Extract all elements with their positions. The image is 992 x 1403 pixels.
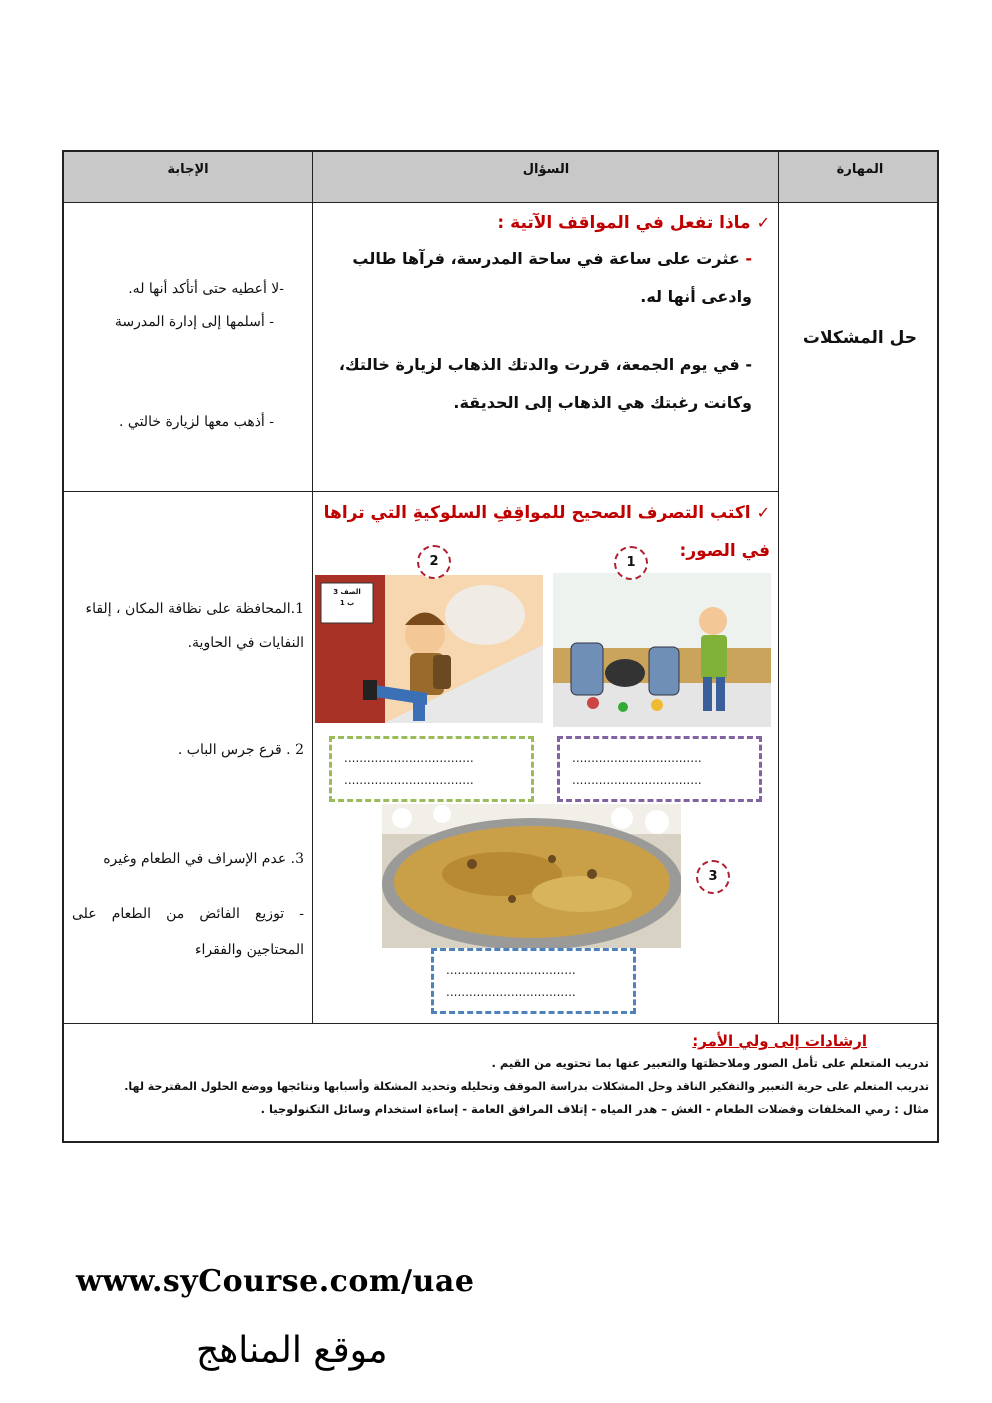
row-divider xyxy=(64,202,937,203)
picture-boy-kicking-door xyxy=(315,575,543,723)
parent-tips xyxy=(64,1024,937,1116)
littering-illustration xyxy=(553,573,771,727)
answer-1b: - أسلمها إلى إدارة المدرسة xyxy=(114,314,274,330)
dotted-line: .................................. xyxy=(344,773,474,787)
footer-url[interactable]: www.syCourse.com/uae xyxy=(76,1264,475,1299)
header-question: السؤال xyxy=(522,162,570,177)
column-divider xyxy=(312,152,313,1024)
question-heading-2: اكتب التصرف الصحيح للمواقِفِ السلوكيةِ التي تراها في الصور: xyxy=(323,503,770,561)
row-divider xyxy=(64,491,778,492)
question-section-1 xyxy=(320,208,770,422)
tip-line-2: تدريب المتعلم على حرية التعبير والتفكير الناقد وحل المشكلات بدراسة الموقف وتحليله وتحديد المشكلة وأسبابها ونتائجها ووضع الحلول المقترحة لها. xyxy=(124,1080,929,1093)
tips-title: ارشادات إلى ولي الأمر: xyxy=(692,1032,867,1050)
worksheet-table xyxy=(62,150,939,1143)
header-skill: المهارة xyxy=(836,162,884,177)
dotted-line: .................................. xyxy=(572,773,702,787)
header-answer: الإجابة xyxy=(167,162,209,177)
table-header-row xyxy=(64,152,937,202)
column-divider xyxy=(778,152,779,1024)
answer-picture-3b: - توزيع الفائض من الطعام على المحتاجين والفقراء xyxy=(72,906,304,958)
door-sign-line-2: ب 1 xyxy=(339,599,355,607)
answer-picture-1: 1.المحافظة على نظافة المكان ، إلقاء النفايات في الحاوية. xyxy=(85,601,304,651)
number-circle-2: 2 xyxy=(417,545,451,579)
food-platter-photo xyxy=(382,804,681,948)
dotted-line: .................................. xyxy=(572,751,702,765)
question-section-2 xyxy=(320,494,770,570)
answer-box-2[interactable] xyxy=(329,736,534,802)
answer-box-1[interactable] xyxy=(557,736,762,802)
dotted-line: .................................. xyxy=(446,985,576,999)
situation-1-dash: - xyxy=(745,249,752,268)
tip-line-1: تدريب المتعلم على تأمل الصور وملاحظتها والتعبير عنها بما تحتويه من القيم . xyxy=(491,1056,929,1070)
footer-site-name: موقع المناهج xyxy=(196,1330,388,1371)
answer-2: - أذهب معها لزيارة خالتي . xyxy=(119,414,274,430)
dotted-line: .................................. xyxy=(344,751,474,765)
door-sign xyxy=(325,587,369,609)
picture-littering xyxy=(553,573,771,727)
picture-food-platter xyxy=(382,804,681,948)
skill-label: حل المشكلات xyxy=(802,328,918,348)
answer-picture-3a: 3. عدم الإسراف في الطعام وغيره xyxy=(103,851,304,867)
situation-1-text: عثرت على ساعة في ساحة المدرسة، فرآها طالب وادعى أنها له. xyxy=(352,249,752,306)
checkmark-icon: ✓ xyxy=(756,503,770,522)
situation-1 xyxy=(320,240,770,316)
number-circle-1: 1 xyxy=(614,546,648,580)
tip-line-3: مثال : رمي المخلفات وفضلات الطعام - الغش – هدر المياه - إتلاف المرافق العامة - إساءة استخدام وسائل التكنولوجيا . xyxy=(260,1102,929,1116)
dotted-line: .................................. xyxy=(446,963,576,977)
answer-picture-2: 2 . قرع جرس الباب . xyxy=(177,742,304,758)
situation-2: - في يوم الجمعة، قررت والدتك الذهاب لزيارة خالتك، وكانت رغبتك هي الذهاب إلى الحديقة. xyxy=(338,355,752,412)
number-circle-3: 3 xyxy=(696,860,730,894)
door-sign-line-1: الصف 3 xyxy=(333,588,361,596)
answer-box-3[interactable] xyxy=(431,948,636,1014)
answer-1a: -لا أعطيه حتى أتأكد أنها له. xyxy=(128,281,284,297)
question-heading-1: ماذا تفعل في المواقف الآتية : xyxy=(497,213,751,233)
checkmark-icon: ✓ xyxy=(756,213,770,232)
